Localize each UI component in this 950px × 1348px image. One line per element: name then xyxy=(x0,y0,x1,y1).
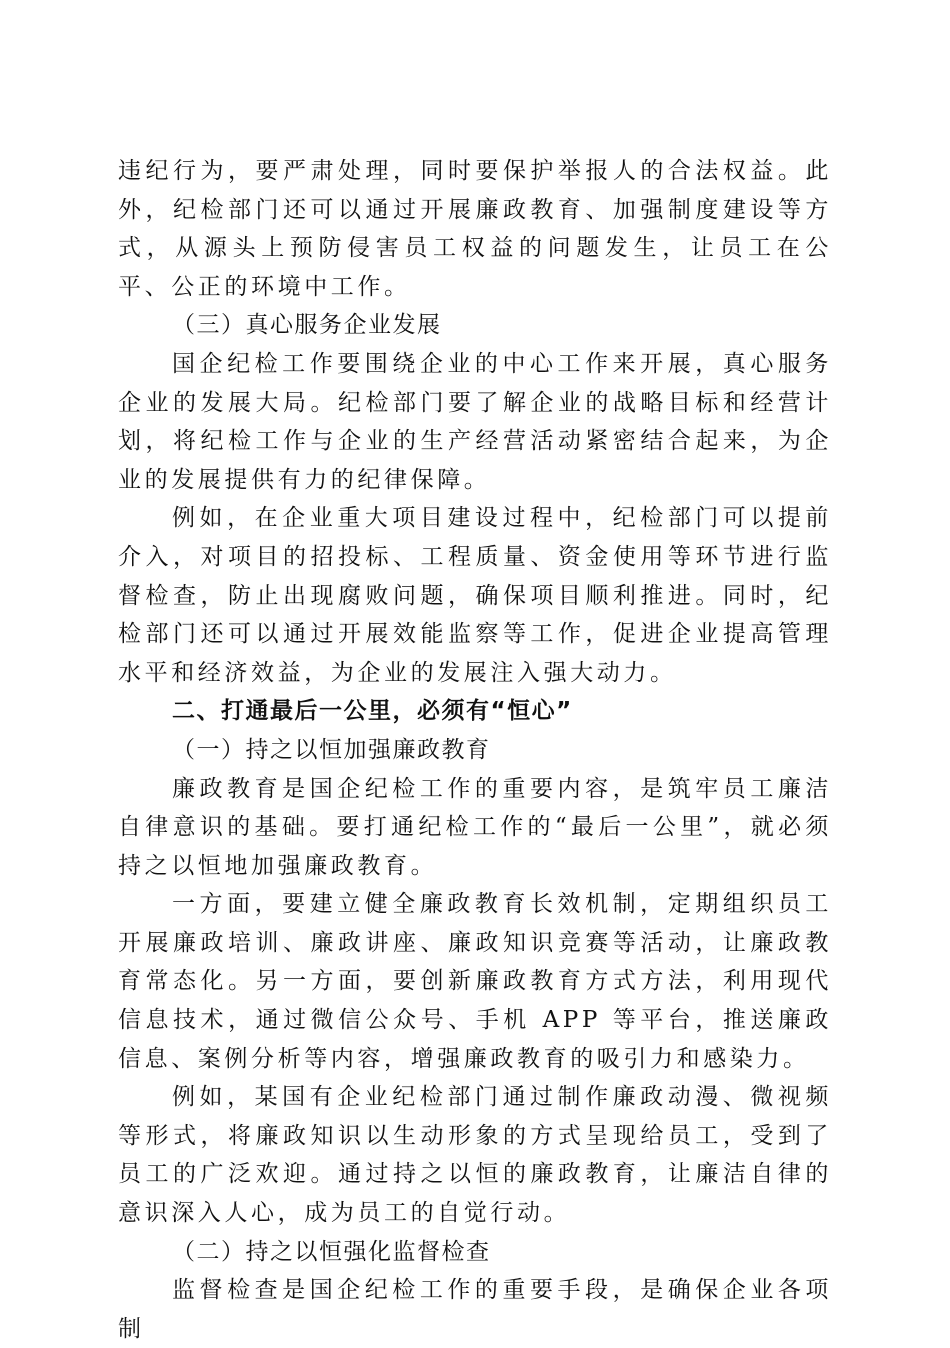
body-paragraph: 廉政教育是国企纪检工作的重要内容，是筑牢员工廉洁自律意识的基础。要打通纪检工作的“最后一公里”，就必须持之以恒地加强廉政教育。 xyxy=(118,775,832,879)
body-paragraph-continued: 违纪行为，要严肃处理，同时要保护举报人的合法权益。此外，纪检部门还可以通过开展廉政教育、加强制度建设等方式，从源头上预防侵害员工权益的问题发生，让员工在公平、公正的环境中工作。 xyxy=(118,158,832,300)
section-heading-2: 二、打通最后一公里，必须有“恒心” xyxy=(172,698,573,725)
document-body xyxy=(118,152,832,1348)
body-paragraph: 例如，在企业重大项目建设过程中，纪检部门可以提前介入，对项目的招投标、工程质量、资金使用等环节进行监督检查，防止出现腐败问题，确保项目顺利推进。同时，纪检部门还可以通过开展效能监察等工作，促进企业提高管理水平和经济效益，为企业的发展注入强大动力。 xyxy=(118,505,832,686)
section-heading-3: （二）持之以恒强化监督检查 xyxy=(172,1238,491,1265)
section-heading-3: （一）持之以恒加强廉政教育 xyxy=(172,736,491,763)
body-paragraph: 监督检查是国企纪检工作的重要手段，是确保企业各项制 xyxy=(118,1277,832,1342)
body-paragraph: 例如，某国有企业纪检部门通过制作廉政动漫、微视频等形式，将廉政知识以生动形象的方式呈现给员工，受到了员工的广泛欢迎。通过持之以恒的廉政教育，让廉洁自律的意识深入人心，成为员工的自觉行动。 xyxy=(118,1084,832,1227)
body-paragraph: 一方面，要建立健全廉政教育长效机制，定期组织员工开展廉政培训、廉政讲座、廉政知识竞赛等活动，让廉政教育常态化。另一方面，要创新廉政教育方式方法，利用现代信息技术，通过微信公众号、手机 APP 等平台，推送廉政信息、案例分析等内容，增强廉政教育的吸引力和感染力。 xyxy=(118,891,832,1072)
section-heading-3: （三）真心服务企业发展 xyxy=(172,312,442,339)
body-paragraph: 国企纪检工作要围绕企业的中心工作来开展，真心服务企业的发展大局。纪检部门要了解企业的战略目标和经营计划，将纪检工作与企业的生产经营活动紧密结合起来，为企业的发展提供有力的纪律保障。 xyxy=(118,350,832,493)
